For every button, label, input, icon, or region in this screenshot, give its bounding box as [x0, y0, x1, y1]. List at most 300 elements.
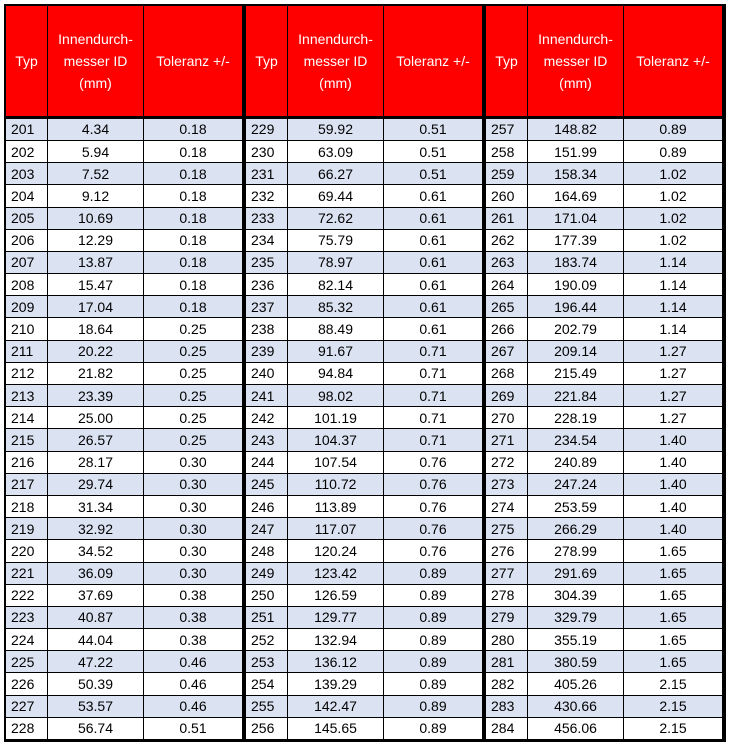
table-row — [246, 474, 482, 496]
tolerance-cell: 1.65 — [624, 540, 722, 562]
tolerance-cell: 0.25 — [144, 385, 242, 407]
tolerance-cell: 0.76 — [384, 540, 482, 562]
type-cell: 278 — [486, 585, 528, 607]
table-row — [246, 518, 482, 540]
inner-diameter-cell: 78.97 — [288, 252, 384, 274]
inner-diameter-cell: 177.39 — [528, 230, 624, 252]
inner-diameter-cell: 69.44 — [288, 185, 384, 207]
type-cell: 237 — [246, 296, 288, 318]
inner-diameter-cell: 202.79 — [528, 318, 624, 340]
type-cell: 204 — [6, 185, 48, 207]
type-cell: 258 — [486, 141, 528, 163]
type-cell: 230 — [246, 141, 288, 163]
type-cell: 223 — [6, 607, 48, 629]
inner-diameter-cell: 36.09 — [48, 563, 144, 585]
inner-diameter-cell: 329.79 — [528, 607, 624, 629]
type-cell: 247 — [246, 518, 288, 540]
table-row — [246, 385, 482, 407]
table-row — [246, 540, 482, 562]
header-tolerance: Toleranz +/- — [144, 6, 242, 116]
table-row — [6, 318, 242, 340]
table-row — [246, 296, 482, 318]
table-row — [6, 208, 242, 230]
tolerance-cell: 1.65 — [624, 651, 722, 673]
type-cell: 220 — [6, 540, 48, 562]
table-row — [246, 696, 482, 718]
inner-diameter-cell: 139.29 — [288, 673, 384, 695]
tolerance-cell: 0.89 — [384, 696, 482, 718]
tolerance-cell: 1.27 — [624, 385, 722, 407]
tolerance-cell: 0.30 — [144, 452, 242, 474]
table-row — [6, 718, 242, 740]
table-row — [246, 563, 482, 585]
table-row — [486, 407, 722, 429]
type-cell: 280 — [486, 629, 528, 651]
table-row — [246, 496, 482, 518]
type-cell: 235 — [246, 252, 288, 274]
type-cell: 263 — [486, 252, 528, 274]
inner-diameter-cell: 40.87 — [48, 607, 144, 629]
tolerance-cell: 0.89 — [384, 629, 482, 651]
tolerance-cell: 0.51 — [384, 119, 482, 141]
table-row — [486, 341, 722, 363]
inner-diameter-cell: 26.57 — [48, 429, 144, 451]
table-row — [6, 518, 242, 540]
type-cell: 227 — [6, 696, 48, 718]
type-cell: 283 — [486, 696, 528, 718]
inner-diameter-cell: 215.49 — [528, 363, 624, 385]
table-row — [246, 363, 482, 385]
tolerance-cell: 0.30 — [144, 518, 242, 540]
header-typ: Typ — [6, 6, 48, 116]
type-cell: 240 — [246, 363, 288, 385]
type-cell: 274 — [486, 496, 528, 518]
type-cell: 250 — [246, 585, 288, 607]
tolerance-cell: 0.51 — [144, 718, 242, 740]
table-row — [6, 185, 242, 207]
tolerance-cell: 0.76 — [384, 474, 482, 496]
inner-diameter-cell: 10.69 — [48, 208, 144, 230]
type-cell: 219 — [6, 518, 48, 540]
table-row — [6, 274, 242, 296]
table-row — [246, 718, 482, 740]
type-cell: 243 — [246, 429, 288, 451]
tolerance-cell: 1.14 — [624, 318, 722, 340]
type-cell: 236 — [246, 274, 288, 296]
tolerance-cell: 0.18 — [144, 274, 242, 296]
table-row — [6, 540, 242, 562]
inner-diameter-cell: 142.47 — [288, 696, 384, 718]
tolerance-cell: 1.65 — [624, 585, 722, 607]
type-cell: 218 — [6, 496, 48, 518]
tolerance-cell: 0.46 — [144, 696, 242, 718]
tolerance-cell: 2.15 — [624, 696, 722, 718]
tolerance-cell: 0.18 — [144, 185, 242, 207]
inner-diameter-cell: 66.27 — [288, 163, 384, 185]
inner-diameter-cell: 23.39 — [48, 385, 144, 407]
tolerance-cell: 0.76 — [384, 496, 482, 518]
table-row — [246, 141, 482, 163]
tolerance-cell: 0.18 — [144, 163, 242, 185]
table-block-3 — [486, 6, 722, 740]
type-cell: 241 — [246, 385, 288, 407]
table-row — [246, 119, 482, 141]
tolerance-cell: 0.71 — [384, 385, 482, 407]
tolerance-cell: 2.15 — [624, 673, 722, 695]
table-row — [6, 230, 242, 252]
table-row — [486, 363, 722, 385]
table-row — [486, 252, 722, 274]
inner-diameter-cell: 56.74 — [48, 718, 144, 740]
table-row — [246, 429, 482, 451]
type-cell: 276 — [486, 540, 528, 562]
tolerance-cell: 1.27 — [624, 341, 722, 363]
type-cell: 205 — [6, 208, 48, 230]
type-cell: 275 — [486, 518, 528, 540]
tolerance-cell: 1.65 — [624, 563, 722, 585]
tolerance-cell: 1.40 — [624, 496, 722, 518]
type-cell: 251 — [246, 607, 288, 629]
tolerance-cell: 0.89 — [384, 673, 482, 695]
tolerance-cell: 1.14 — [624, 252, 722, 274]
type-cell: 262 — [486, 230, 528, 252]
type-cell: 253 — [246, 651, 288, 673]
inner-diameter-cell: 53.57 — [48, 696, 144, 718]
inner-diameter-cell: 123.42 — [288, 563, 384, 585]
tolerance-cell: 0.18 — [144, 119, 242, 141]
tolerance-cell: 0.30 — [144, 563, 242, 585]
header-inner-diameter: Innendurch- messer ID (mm) — [528, 6, 624, 116]
header-typ: Typ — [486, 6, 528, 116]
inner-diameter-cell: 59.92 — [288, 119, 384, 141]
header-inner-diameter: Innendurch- messer ID (mm) — [288, 6, 384, 116]
type-cell: 266 — [486, 318, 528, 340]
tolerance-cell: 0.61 — [384, 318, 482, 340]
inner-diameter-cell: 405.26 — [528, 673, 624, 695]
header-row — [486, 6, 722, 116]
table-row — [486, 518, 722, 540]
table-row — [6, 496, 242, 518]
tolerance-cell: 0.89 — [384, 651, 482, 673]
tolerance-cell: 0.71 — [384, 407, 482, 429]
table-row — [486, 718, 722, 740]
table-row — [246, 208, 482, 230]
inner-diameter-cell: 209.14 — [528, 341, 624, 363]
tolerance-cell: 0.18 — [144, 296, 242, 318]
inner-diameter-cell: 126.59 — [288, 585, 384, 607]
table-row — [6, 629, 242, 651]
inner-diameter-cell: 291.69 — [528, 563, 624, 585]
type-cell: 212 — [6, 363, 48, 385]
tolerance-cell: 1.40 — [624, 474, 722, 496]
inner-diameter-cell: 34.52 — [48, 540, 144, 562]
tolerance-cell: 0.61 — [384, 230, 482, 252]
inner-diameter-cell: 17.04 — [48, 296, 144, 318]
inner-diameter-cell: 196.44 — [528, 296, 624, 318]
tolerance-cell: 0.76 — [384, 452, 482, 474]
type-cell: 248 — [246, 540, 288, 562]
inner-diameter-cell: 129.77 — [288, 607, 384, 629]
header-typ: Typ — [246, 6, 288, 116]
inner-diameter-cell: 29.74 — [48, 474, 144, 496]
type-cell: 244 — [246, 452, 288, 474]
tolerance-cell: 0.61 — [384, 252, 482, 274]
type-cell: 238 — [246, 318, 288, 340]
inner-diameter-cell: 221.84 — [528, 385, 624, 407]
inner-diameter-cell: 72.62 — [288, 208, 384, 230]
inner-diameter-cell: 94.84 — [288, 363, 384, 385]
type-cell: 201 — [6, 119, 48, 141]
table-row — [246, 585, 482, 607]
type-cell: 225 — [6, 651, 48, 673]
type-cell: 284 — [486, 718, 528, 740]
inner-diameter-cell: 25.00 — [48, 407, 144, 429]
table-row — [486, 563, 722, 585]
tolerance-cell: 0.25 — [144, 407, 242, 429]
tolerance-cell: 0.51 — [384, 163, 482, 185]
inner-diameter-cell: 171.04 — [528, 208, 624, 230]
inner-diameter-cell: 75.79 — [288, 230, 384, 252]
tolerance-cell: 1.40 — [624, 452, 722, 474]
table-row — [246, 651, 482, 673]
inner-diameter-cell: 107.54 — [288, 452, 384, 474]
type-cell: 215 — [6, 429, 48, 451]
table-row — [486, 540, 722, 562]
type-cell: 277 — [486, 563, 528, 585]
tolerance-cell: 0.89 — [384, 607, 482, 629]
table-row — [6, 407, 242, 429]
table-row — [6, 452, 242, 474]
inner-diameter-cell: 88.49 — [288, 318, 384, 340]
type-cell: 202 — [6, 141, 48, 163]
inner-diameter-cell: 132.94 — [288, 629, 384, 651]
table-row — [6, 385, 242, 407]
tolerance-cell: 1.65 — [624, 607, 722, 629]
table-row — [246, 252, 482, 274]
table-row — [6, 585, 242, 607]
type-cell: 226 — [6, 673, 48, 695]
tolerance-cell: 0.61 — [384, 185, 482, 207]
tolerance-cell: 0.25 — [144, 318, 242, 340]
type-cell: 267 — [486, 341, 528, 363]
table-row — [6, 474, 242, 496]
header-inner-diameter: Innendurch- messer ID (mm) — [48, 6, 144, 116]
type-cell: 257 — [486, 119, 528, 141]
type-cell: 242 — [246, 407, 288, 429]
inner-diameter-cell: 164.69 — [528, 185, 624, 207]
inner-diameter-cell: 304.39 — [528, 585, 624, 607]
table-row — [486, 163, 722, 185]
tolerance-cell: 1.02 — [624, 208, 722, 230]
type-cell: 273 — [486, 474, 528, 496]
inner-diameter-cell: 113.89 — [288, 496, 384, 518]
inner-diameter-cell: 278.99 — [528, 540, 624, 562]
type-cell: 279 — [486, 607, 528, 629]
table-block-1 — [6, 6, 242, 740]
table-row — [6, 296, 242, 318]
type-cell: 264 — [486, 274, 528, 296]
table-row — [486, 429, 722, 451]
type-cell: 282 — [486, 673, 528, 695]
tolerance-cell: 0.61 — [384, 274, 482, 296]
inner-diameter-cell: 148.82 — [528, 119, 624, 141]
table-row — [246, 185, 482, 207]
inner-diameter-cell: 234.54 — [528, 429, 624, 451]
type-cell: 261 — [486, 208, 528, 230]
type-cell: 260 — [486, 185, 528, 207]
inner-diameter-cell: 9.12 — [48, 185, 144, 207]
inner-diameter-cell: 120.24 — [288, 540, 384, 562]
tolerance-cell: 0.71 — [384, 341, 482, 363]
table-row — [246, 230, 482, 252]
tolerance-cell: 0.30 — [144, 474, 242, 496]
type-cell: 203 — [6, 163, 48, 185]
table-row — [246, 274, 482, 296]
inner-diameter-cell: 430.66 — [528, 696, 624, 718]
header-row — [6, 6, 242, 116]
table-block-2 — [246, 6, 482, 740]
type-cell: 208 — [6, 274, 48, 296]
inner-diameter-cell: 158.34 — [528, 163, 624, 185]
type-cell: 211 — [6, 341, 48, 363]
tolerance-cell: 0.61 — [384, 208, 482, 230]
type-cell: 246 — [246, 496, 288, 518]
tolerance-cell: 0.71 — [384, 363, 482, 385]
table-row — [486, 474, 722, 496]
inner-diameter-cell: 32.92 — [48, 518, 144, 540]
type-cell: 209 — [6, 296, 48, 318]
table-row — [246, 607, 482, 629]
type-cell: 269 — [486, 385, 528, 407]
type-cell: 233 — [246, 208, 288, 230]
table-row — [486, 585, 722, 607]
type-cell: 252 — [246, 629, 288, 651]
type-cell: 272 — [486, 452, 528, 474]
type-cell: 210 — [6, 318, 48, 340]
table-row — [486, 230, 722, 252]
header-row — [246, 6, 482, 116]
tolerance-cell: 0.89 — [624, 119, 722, 141]
tolerance-cell: 0.30 — [144, 496, 242, 518]
type-cell: 270 — [486, 407, 528, 429]
header-tolerance: Toleranz +/- — [624, 6, 722, 116]
inner-diameter-cell: 21.82 — [48, 363, 144, 385]
table-row — [6, 429, 242, 451]
type-cell: 207 — [6, 252, 48, 274]
type-cell: 265 — [486, 296, 528, 318]
table-row — [486, 141, 722, 163]
type-cell: 259 — [486, 163, 528, 185]
inner-diameter-cell: 82.14 — [288, 274, 384, 296]
table-row — [486, 119, 722, 141]
table-row — [486, 673, 722, 695]
type-cell: 249 — [246, 563, 288, 585]
inner-diameter-cell: 253.59 — [528, 496, 624, 518]
tolerance-cell: 0.38 — [144, 607, 242, 629]
inner-diameter-cell: 18.64 — [48, 318, 144, 340]
type-cell: 271 — [486, 429, 528, 451]
tolerance-cell: 0.71 — [384, 429, 482, 451]
tolerance-cell: 1.14 — [624, 296, 722, 318]
table-row — [6, 252, 242, 274]
table-row — [486, 208, 722, 230]
type-cell: 213 — [6, 385, 48, 407]
table-row — [6, 651, 242, 673]
tolerance-cell: 1.02 — [624, 230, 722, 252]
tolerance-cell: 0.38 — [144, 629, 242, 651]
type-cell: 232 — [246, 185, 288, 207]
table-row — [486, 629, 722, 651]
tolerance-cell: 0.25 — [144, 341, 242, 363]
type-cell: 222 — [6, 585, 48, 607]
tolerance-cell: 1.02 — [624, 185, 722, 207]
inner-diameter-cell: 247.24 — [528, 474, 624, 496]
tolerance-cell: 0.46 — [144, 651, 242, 673]
inner-diameter-cell: 12.29 — [48, 230, 144, 252]
tolerance-cell: 0.89 — [384, 585, 482, 607]
type-cell: 254 — [246, 673, 288, 695]
table-row — [6, 119, 242, 141]
header-tolerance: Toleranz +/- — [384, 6, 482, 116]
table-row — [486, 274, 722, 296]
tolerance-cell: 0.51 — [384, 141, 482, 163]
tolerance-cell: 0.61 — [384, 296, 482, 318]
table-row — [6, 341, 242, 363]
table-row — [486, 296, 722, 318]
type-cell: 268 — [486, 363, 528, 385]
type-cell: 255 — [246, 696, 288, 718]
tolerance-cell: 1.27 — [624, 363, 722, 385]
inner-diameter-cell: 136.12 — [288, 651, 384, 673]
inner-diameter-cell: 151.99 — [528, 141, 624, 163]
table-row — [486, 651, 722, 673]
tolerance-cell: 1.14 — [624, 274, 722, 296]
inner-diameter-cell: 47.22 — [48, 651, 144, 673]
table-row — [486, 452, 722, 474]
table-row — [246, 318, 482, 340]
inner-diameter-cell: 98.02 — [288, 385, 384, 407]
inner-diameter-cell: 91.67 — [288, 341, 384, 363]
tolerance-cell: 0.89 — [384, 563, 482, 585]
type-cell: 234 — [246, 230, 288, 252]
table-row — [246, 673, 482, 695]
type-cell: 229 — [246, 119, 288, 141]
inner-diameter-cell: 85.32 — [288, 296, 384, 318]
tolerance-cell: 0.25 — [144, 363, 242, 385]
table-row — [246, 407, 482, 429]
inner-diameter-cell: 7.52 — [48, 163, 144, 185]
type-cell: 256 — [246, 718, 288, 740]
table-row — [486, 385, 722, 407]
tolerance-cell: 0.25 — [144, 429, 242, 451]
inner-diameter-cell: 50.39 — [48, 673, 144, 695]
tolerance-cell: 2.15 — [624, 718, 722, 740]
table-row — [486, 607, 722, 629]
tolerance-cell: 0.89 — [624, 141, 722, 163]
type-cell: 228 — [6, 718, 48, 740]
type-cell: 239 — [246, 341, 288, 363]
inner-diameter-cell: 15.47 — [48, 274, 144, 296]
inner-diameter-cell: 5.94 — [48, 141, 144, 163]
inner-diameter-cell: 13.87 — [48, 252, 144, 274]
inner-diameter-cell: 44.04 — [48, 629, 144, 651]
table-row — [6, 607, 242, 629]
table-row — [246, 452, 482, 474]
inner-diameter-cell: 183.74 — [528, 252, 624, 274]
inner-diameter-cell: 355.19 — [528, 629, 624, 651]
table-row — [6, 673, 242, 695]
tolerance-cell: 0.89 — [384, 718, 482, 740]
